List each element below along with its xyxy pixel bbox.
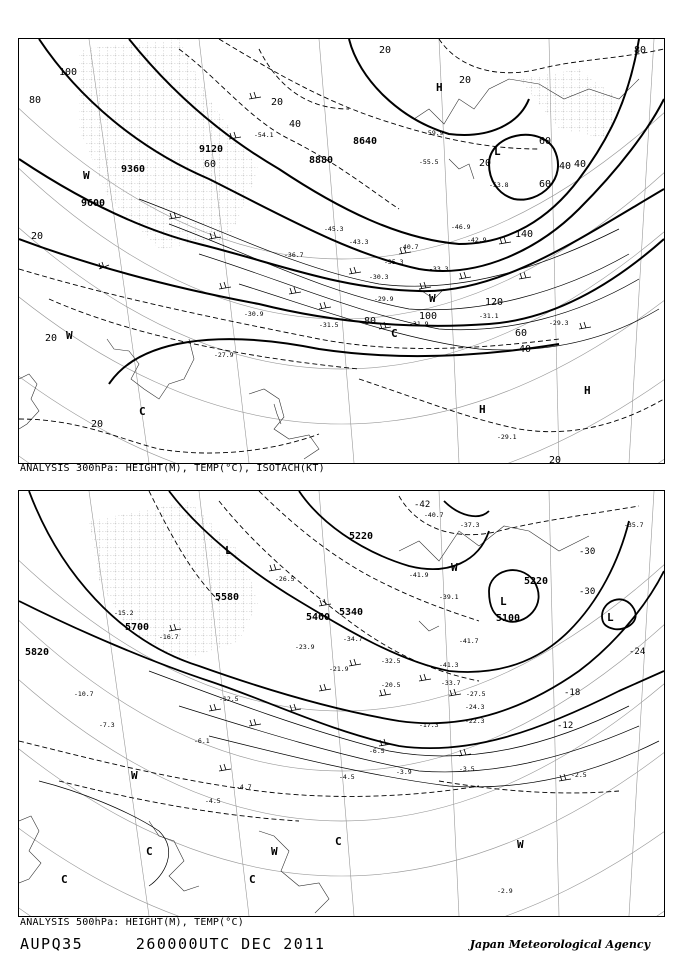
temp-label: -30.3 — [369, 273, 389, 281]
isotach-label: 80 — [29, 95, 42, 106]
warm-center: W — [83, 169, 90, 182]
isotach-label: 60 — [539, 179, 552, 190]
temp-label: -27.5 — [466, 690, 486, 698]
isotach-label: 100 — [59, 67, 78, 78]
isotach-label: 20 — [459, 75, 472, 86]
isotach-label: 80 — [364, 316, 377, 327]
isotach-label: 20 — [31, 231, 44, 242]
temp-label: -17.3 — [419, 721, 439, 729]
temp-label: -26.5 — [275, 575, 295, 583]
low-center: L — [500, 595, 507, 608]
temp-label: -34.7 — [343, 635, 363, 643]
temp-label: -2.5 — [571, 771, 587, 779]
hatched-area — [79, 39, 259, 249]
isotach-label: 80 — [634, 45, 647, 56]
map-500hpa-svg — [19, 491, 664, 916]
map-panel-300hpa — [18, 38, 665, 464]
height-label: 8640 — [353, 136, 378, 147]
cold-center: C — [335, 835, 342, 848]
chart-header — [20, 935, 325, 953]
height-label: 5220 — [524, 576, 549, 587]
isotach-label: 120 — [485, 297, 504, 308]
temp-label: -42.9 — [467, 236, 487, 244]
caption-300hpa: ANALYSIS 300hPa: HEIGHT(M), TEMP(°C), ISOTACH(KT) — [20, 463, 325, 474]
temp-label: -35.3 — [384, 258, 404, 266]
warm-center: W — [429, 292, 436, 305]
isotach-label: 140 — [515, 229, 534, 240]
height-label: 5580 — [215, 592, 240, 603]
temp-label: -31.5 — [319, 321, 339, 329]
chart-id: AUPQ35 — [20, 935, 84, 953]
warm-center: W — [271, 845, 278, 858]
temp-label: -33.3 — [429, 265, 449, 273]
temp-label: -37.3 — [460, 521, 480, 529]
temp-label: -23.9 — [295, 643, 315, 651]
temp-label: -42 — [414, 500, 431, 510]
temp-label: -4.7 — [236, 783, 252, 791]
warm-center: W — [451, 561, 458, 574]
temp-label: -18 — [564, 688, 581, 698]
temp-label: -54.1 — [254, 131, 274, 139]
cold-center: C — [391, 327, 398, 340]
isotach-label: 60 — [515, 328, 528, 339]
temp-label: -30 — [579, 587, 596, 597]
temp-label: -16.7 — [159, 633, 179, 641]
hatched-area — [519, 69, 619, 139]
height-label: 5700 — [125, 622, 150, 633]
map-300hpa-svg — [19, 39, 664, 463]
temp-label: -6.5 — [369, 747, 385, 755]
height-label: 5820 — [25, 647, 50, 658]
warm-center: W — [66, 329, 73, 342]
temp-label: -4.5 — [205, 797, 221, 805]
high-center: H — [479, 403, 486, 416]
temp-label: -31.9 — [409, 320, 429, 328]
temp-label: -7.3 — [99, 721, 115, 729]
isotach-label: 40 — [574, 159, 587, 170]
temp-label: -30 — [579, 547, 596, 557]
valid-time: 260000UTC DEC 2011 — [135, 935, 326, 953]
temp-label: -40.7 — [424, 511, 444, 519]
isotach-label: 40 — [289, 119, 302, 130]
temp-label: -3.5 — [459, 765, 475, 773]
cold-center: C — [139, 405, 146, 418]
isotach-label: 40 — [519, 344, 532, 355]
temp-label: -6.1 — [194, 737, 210, 745]
height-label: 5460 — [306, 612, 331, 623]
isotach-label: 20 — [379, 45, 392, 56]
isotach-label: 20 — [91, 419, 104, 430]
temp-label: -33.7 — [441, 679, 461, 687]
temp-label: -21.9 — [329, 665, 349, 673]
cold-center: C — [249, 873, 256, 886]
warm-center: W — [517, 838, 524, 851]
temp-label: -27.9 — [214, 351, 234, 359]
height-label: 8880 — [309, 155, 334, 166]
isotach-label: 20 — [45, 333, 58, 344]
height-label: 9360 — [121, 164, 146, 175]
temp-label: -22.3 — [465, 717, 485, 725]
temp-label: -20.5 — [381, 681, 401, 689]
temp-label: -12.5 — [219, 695, 239, 703]
temp-label: -24 — [629, 647, 646, 657]
temp-label: -15.2 — [114, 609, 134, 617]
temp-label: -43.3 — [349, 238, 369, 246]
temp-label: -41.7 — [459, 637, 479, 645]
temp-label: -36.7 — [284, 251, 304, 259]
temp-label: -3.9 — [396, 768, 412, 776]
low-center: L — [494, 145, 501, 158]
temp-label: -59.9 — [424, 129, 444, 137]
warm-center: W — [131, 769, 138, 782]
isotach-label: 20 — [271, 97, 284, 108]
temp-label: -46.9 — [451, 223, 471, 231]
cold-center: C — [61, 873, 68, 886]
temp-label: -41.9 — [409, 571, 429, 579]
height-label: 9600 — [81, 198, 106, 209]
temp-label: -41.3 — [439, 661, 459, 669]
isotach-label: 20 — [549, 455, 562, 463]
map-panel-500hpa — [18, 490, 665, 917]
height-label: 9120 — [199, 144, 224, 155]
temp-label: -35.7 — [624, 521, 644, 529]
height-label: 5100 — [496, 613, 521, 624]
agency-credit: Japan Meteorological Agency — [469, 938, 650, 951]
cold-center: C — [146, 845, 153, 858]
high-center: H — [584, 384, 591, 397]
isotach-label: 40 — [559, 161, 572, 172]
low-center: L — [225, 544, 232, 557]
temp-label: -4.5 — [339, 773, 355, 781]
low-center: L — [607, 611, 614, 624]
height-label: 5340 — [339, 607, 364, 618]
isotach-label: 100 — [419, 311, 438, 322]
temp-label: -29.9 — [374, 295, 394, 303]
height-label: 5220 — [349, 531, 374, 542]
temp-label: -39.1 — [439, 593, 459, 601]
temp-label: -30.9 — [244, 310, 264, 318]
temp-label: -29.3 — [549, 319, 569, 327]
temp-label: -40.7 — [399, 243, 419, 251]
temp-label: -24.3 — [465, 703, 485, 711]
caption-500hpa: ANALYSIS 500hPa: HEIGHT(M), TEMP(°C) — [20, 917, 244, 928]
isotach-label: 60 — [539, 136, 552, 147]
temp-label: -55.5 — [419, 158, 439, 166]
temp-label: -32.5 — [381, 657, 401, 665]
isotach-label: 60 — [204, 159, 217, 170]
high-center: H — [436, 81, 443, 94]
temp-label: -45.3 — [324, 225, 344, 233]
temp-label: -29.1 — [497, 433, 517, 441]
isotach-label: 20 — [479, 158, 492, 169]
temp-label: -2.9 — [497, 887, 513, 895]
temp-label: -31.1 — [479, 312, 499, 320]
temp-label: -10.7 — [74, 690, 94, 698]
temp-label: -12 — [557, 721, 574, 731]
temp-label: -53.8 — [489, 181, 509, 189]
